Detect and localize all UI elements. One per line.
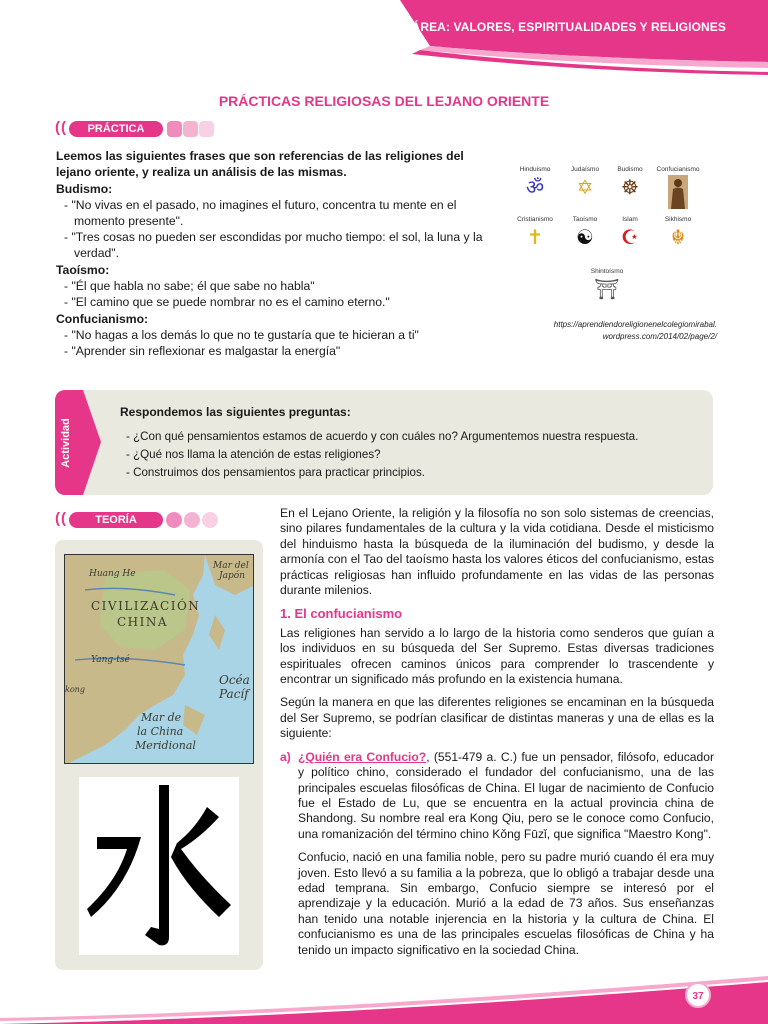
theory-paragraph: Según la manera en que las diferentes religiones se encaminan en la búsqueda del Ser Supremo, se podrían clasificar de distintas maneras y una de ellas es la siguiente: bbox=[280, 695, 714, 741]
symbol-hinduism: Hinduismo ॐ bbox=[510, 166, 560, 201]
quote: - "Tres cosas no pueden ser escondidas por mucho tiempo: el sol, la luna y la verdad". bbox=[64, 230, 483, 260]
practice-label: ( ( PRÁCTICA bbox=[55, 121, 225, 137]
torii-icon: ⛩ bbox=[594, 279, 620, 301]
activity-heading: Respondemos las siguientes preguntas: bbox=[120, 405, 351, 419]
page-title: PRÁCTICAS RELIGIOSAS DEL LEJANO ORIENTE bbox=[218, 93, 550, 109]
section-title: 1. El confucianismo bbox=[280, 606, 403, 622]
confucio-link[interactable]: ¿Quién era Confucio? bbox=[298, 749, 427, 764]
practice-intro: Leemos las siguientes frases que son referencias de las religiones del lejano oriente, y realiza un análisis de las mismas. bbox=[56, 149, 464, 179]
symbol-judaism: Judaísmo ✡ bbox=[560, 166, 610, 201]
list-item bbox=[280, 750, 714, 842]
activity-label: Actividad bbox=[60, 418, 72, 468]
china-map-image: Huang He Mar del Japón CIVILIZACIÓN CHINA Yang-tsé kong Océa Pacíf Mar de la China Meridional bbox=[64, 554, 254, 764]
practice-label-text: PRÁCTICA bbox=[69, 121, 163, 137]
theory-label-text: TEORÍA bbox=[69, 512, 163, 528]
question: - ¿Con qué pensamientos estamos de acuerdo y con cuáles no? Argumentemos nuestra respuesta. bbox=[126, 430, 639, 443]
kanji-drawing bbox=[79, 777, 239, 955]
quote: - "Él que habla no sabe; él que sabe no habla" bbox=[64, 279, 315, 293]
quote: - "No hagas a los demás lo que no te gustaría que te hicieran a ti" bbox=[64, 328, 419, 342]
question: - ¿Qué nos llama la atención de estas religiones? bbox=[126, 448, 381, 461]
question: - Construimos dos pensamientos para practicar principios. bbox=[126, 466, 425, 479]
quote: - "No vivas en el pasado, no imagines el futuro, concentra tu mente en el momento presente". bbox=[64, 198, 457, 228]
om-icon: ॐ bbox=[525, 177, 545, 199]
theory-intro: En el Lejano Oriente, la religión y la filosofía no son solo sistemas de creencias, sino pilares fundamentales de la cultura y la vida cotidiana. Desde el misticismo del hinduismo hasta la búsqueda de la iluminación del budismo, y desde la armonía con el Tao del taoísmo hasta los valores éticos del confucianismo, estas prácticas religiosas han influido profundamente en las vidas de las personas durante milenios. bbox=[280, 506, 714, 598]
symbol-buddhism: Budismo ☸ bbox=[605, 166, 655, 201]
yin-yang-icon: ☯ bbox=[576, 227, 594, 249]
theory-paragraph: Las religiones han servido a lo largo de la historia como senderos que guían a los individuos en su búsqueda del Ser Supremo. Estas diversas tradiciones espirituales ofrecen caminos únicos para comprender lo trascendente y encontrar un significado más profundo en la existencia humana. bbox=[280, 625, 714, 687]
star-of-david-icon: ✡ bbox=[576, 177, 594, 199]
symbol-taoism: Taoísmo ☯ bbox=[560, 216, 610, 251]
quote: - "El camino que se puede nombrar no es el camino eterno." bbox=[64, 295, 390, 309]
activity-questions bbox=[126, 428, 638, 482]
khanda-icon: ☬ bbox=[670, 227, 686, 249]
religion-symbols-figure bbox=[505, 160, 720, 315]
theory-section bbox=[280, 506, 714, 966]
symbol-confucianism: Confucianismo bbox=[653, 166, 703, 209]
page-number: 37 bbox=[685, 982, 711, 1008]
confucius-portrait-icon bbox=[668, 175, 688, 209]
area-title: ÁREA: VALORES, ESPIRITUALIDADES Y RELIGIONES bbox=[411, 20, 726, 34]
religion-heading: Budismo: bbox=[56, 182, 113, 196]
item-marker: a) bbox=[280, 749, 291, 764]
quote: - "Aprender sin reflexionar es malgastar la energía" bbox=[64, 344, 341, 358]
header-band bbox=[0, 0, 768, 80]
religion-heading: Confucianismo: bbox=[56, 312, 149, 326]
water-character-image bbox=[79, 777, 239, 955]
crescent-star-icon: ☪ bbox=[621, 227, 639, 249]
religion-heading: Taoísmo: bbox=[56, 263, 110, 277]
image-credit: https://aprendiendoreligionenelcolegiomirabal. wordpress.com/2014/02/page/2/ bbox=[553, 320, 717, 341]
item-text: , (551-479 a. C.) fue un pensador, filósofo, educador y político chino, considerado el fundador del confucianismo, una de las principales escuelas filosóficas de China. El lugar de nacimiento de Confucio fue el Estado de Lu, que se encuentra en la actual provincia china de Shandong. Su nombre real era Kong Qiu, pero se le conoce como Confucio, una romanización del término chino Kǒng Fūzǐ, que significa "Maestro Kong". bbox=[298, 749, 714, 841]
symbol-shintoism: Shintoísmo ⛩ bbox=[582, 268, 632, 303]
dharma-wheel-icon: ☸ bbox=[621, 177, 639, 199]
symbol-islam: Islam ☪ bbox=[605, 216, 655, 251]
activity-arrow bbox=[83, 390, 101, 495]
cross-icon: ✝ bbox=[526, 227, 544, 249]
theory-label: ( ( TEORÍA bbox=[55, 512, 235, 528]
practice-section bbox=[56, 148, 496, 359]
symbol-sikhism: Sikhismo ☬ bbox=[653, 216, 703, 251]
symbol-christianity: Cristianismo ✝ bbox=[510, 216, 560, 251]
theory-paragraph: Confucio, nació en una familia noble, pero su padre murió cuando él era muy joven. Esto llevó a su familia a la pobreza, que lo obligó a trabajar desde una edad temprana. Sin embargo, Confucio siempre se interesó por el aprendizaje y la educación. Murió a la edad de 73 años. Sus enseñanzas han tenido una notable injerencia en la historia y la cultura de China. El confucianismo es una de las principales escuelas filosóficas de China y ha tenido un impacto significativo en la sociedad China. bbox=[298, 850, 714, 957]
footer-band bbox=[0, 968, 768, 1024]
